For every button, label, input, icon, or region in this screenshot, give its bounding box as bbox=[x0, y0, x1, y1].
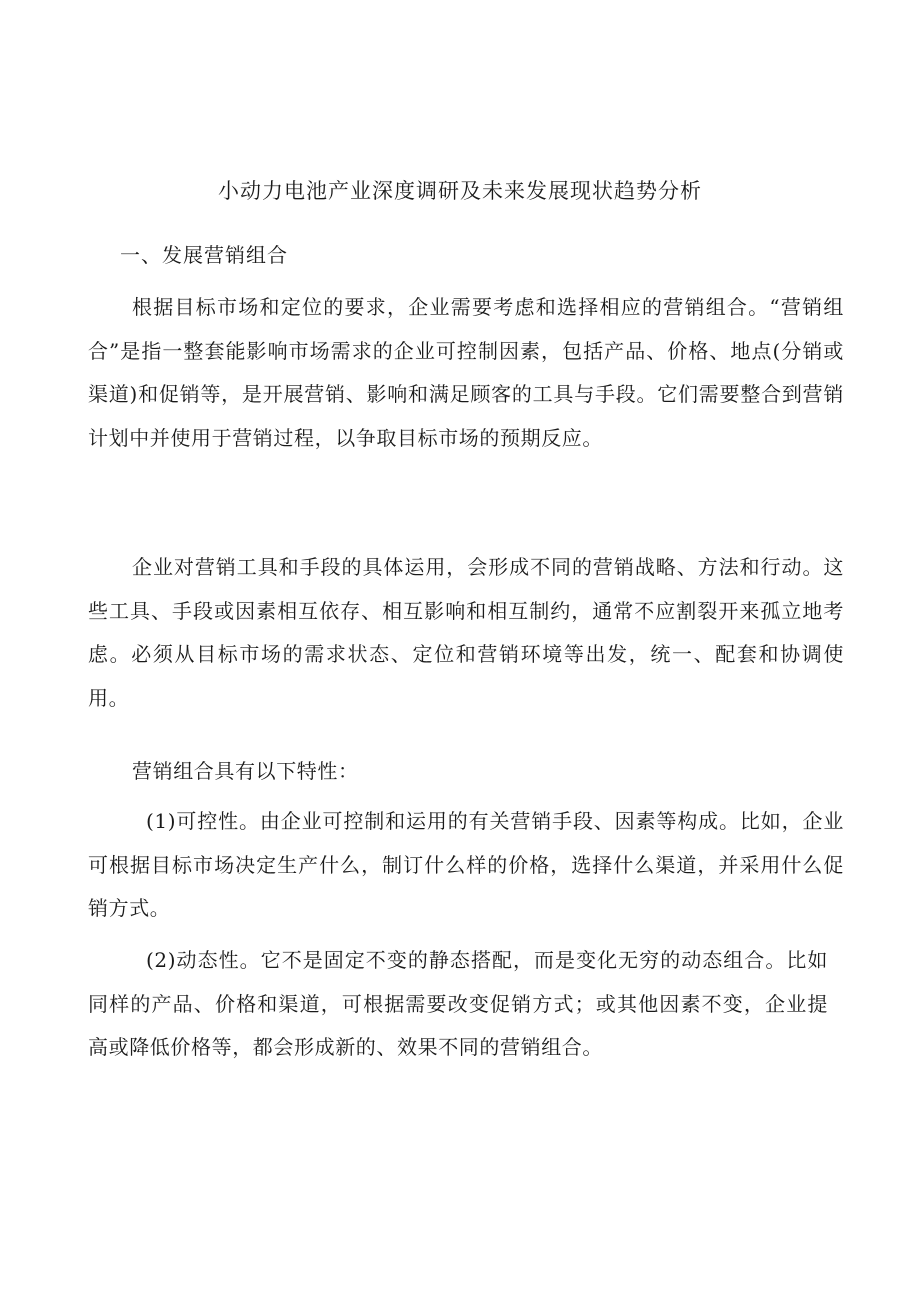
document-title: 小动力电池产业深度调研及未来发展现状趋势分析 bbox=[218, 179, 702, 203]
paragraph-controllability: (1)可控性。由企业可控制和运用的有关营销手段、因素等构成。比如，企业可根据目标市场决定生产什么，制订什么样的价格，选择什么渠道，并采用什么促销方式。 bbox=[88, 809, 844, 920]
section-heading: 一、发展营销组合 bbox=[120, 243, 288, 267]
paragraph-dynamism: (2)动态性。它不是固定不变的静态搭配，而是变化无穷的动态组合。比如同样的产品、价格和渠道，可根据需要改变促销方式；或其他因素不变，企业提高或降低价格等，都会形成新的、效果不同的营销组合。 bbox=[88, 948, 828, 1059]
paragraph-marketing-tools-usage: 企业对营销工具和手段的具体运用，会形成不同的营销战略、方法和行动。这些工具、手段或因素相互依存、相互影响和相互制约，通常不应割裂开来孤立地考虑。必须从目标市场的需求状态、定位和营销环境等出发，统一、配套和协调使用。 bbox=[88, 555, 844, 710]
paragraph-characteristics-intro: 营销组合具有以下特性： bbox=[132, 759, 359, 783]
paragraph-marketing-mix-definition: 根据目标市场和定位的要求，企业需要考虑和选择相应的营销组合。“营销组合”是指一整套能影响市场需求的企业可控制因素，包括产品、价格、地点(分销或渠道)和促销等，是开展营销、影响和满足顾客的工具与手段。它们需要整合到营销计划中并使用于营销过程，以争取目标市场的预期反应。 bbox=[88, 295, 844, 450]
